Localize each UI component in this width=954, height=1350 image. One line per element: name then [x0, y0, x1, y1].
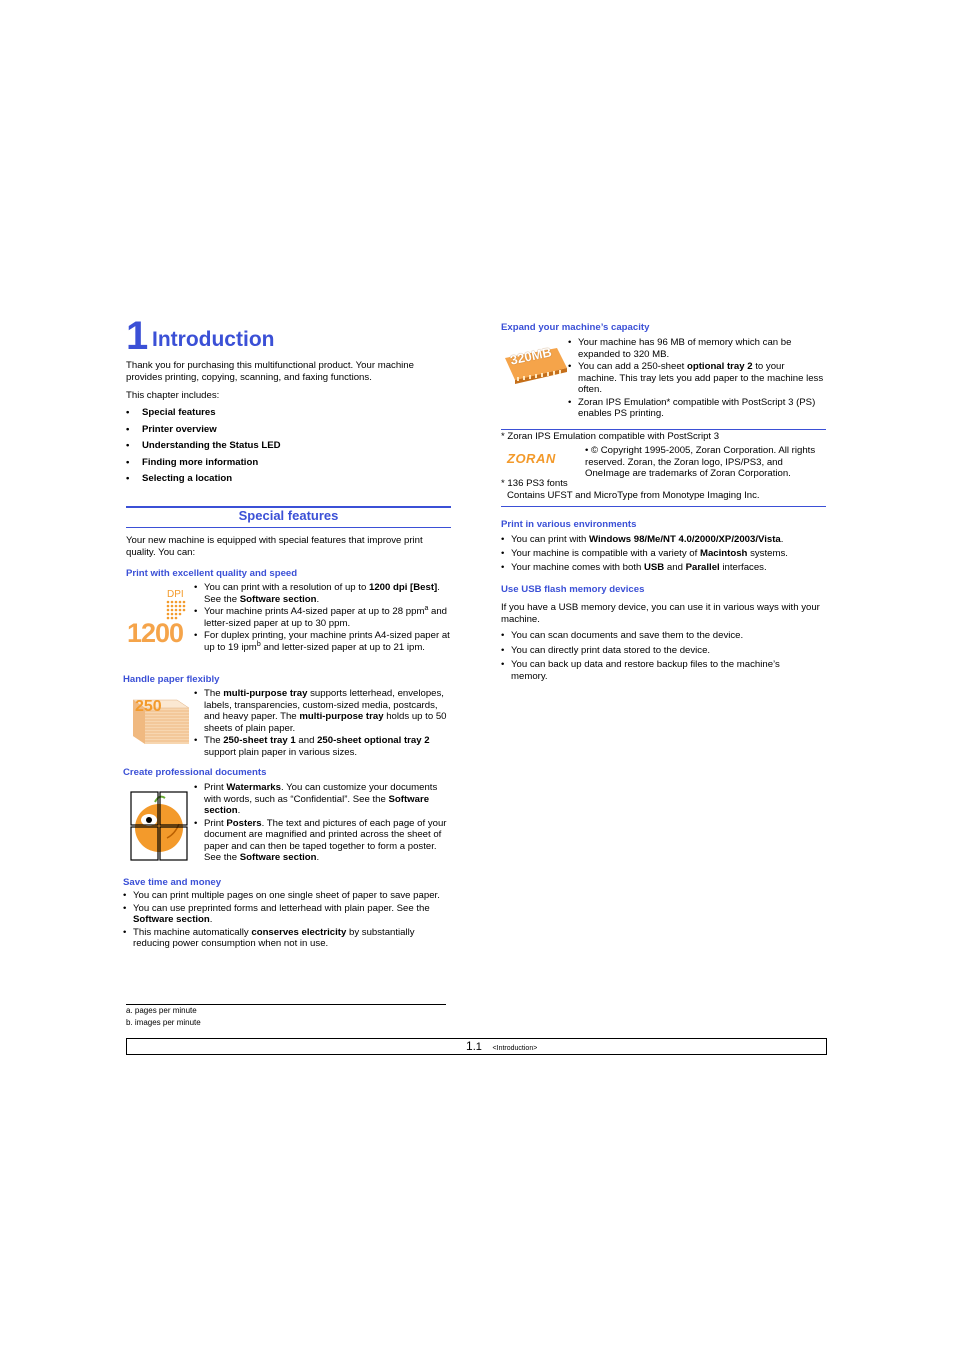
- chapter-header: [126, 316, 456, 356]
- zoran-rule-bottom: [501, 506, 826, 507]
- dpi-icon: [127, 587, 191, 647]
- list-item: • Your machine is compatible with a variety of Macintosh systems.: [501, 548, 826, 560]
- paper-stack-number: 250: [135, 698, 162, 715]
- footnote-b: b. images per minute: [126, 1018, 201, 1027]
- page-footer: [126, 1038, 827, 1055]
- heading-expand-capacity: Expand your machine’s capacity: [501, 322, 650, 333]
- page-number-major: 1: [466, 1039, 473, 1053]
- list-item: • Print Posters. The text and pictures of each page of your document are magnified and printed across the sheet of paper and can then be taped together to form a poster. See the Software section.: [194, 818, 450, 864]
- list-item: • Zoran IPS Emulation* compatible with PostScript 3 (PS) enables PS printing.: [568, 397, 826, 420]
- usb-intro: If you have a USB memory device, you can use it in various ways with your machine.: [501, 602, 820, 625]
- chapter-item-special-features[interactable]: • Special features: [126, 407, 446, 419]
- list-item: • The 250-sheet tray 1 and 250-sheet optional tray 2 support plain paper in various sizes.: [194, 735, 450, 758]
- paper-list: [194, 688, 450, 759]
- list-item: • Print Watermarks. You can customize your documents with words, such as “Confidential”. See the Software section.: [194, 782, 450, 817]
- docs-list: [194, 782, 450, 865]
- footnote-a: a. pages per minute: [126, 1006, 197, 1015]
- heading-usb: Use USB flash memory devices: [501, 584, 645, 595]
- list-item: • You can print multiple pages on one single sheet of paper to save paper.: [123, 890, 453, 902]
- page-number-minor: .1: [472, 1041, 482, 1053]
- dpi-label: DPI: [167, 589, 184, 600]
- chapter-title: Introduction: [152, 328, 275, 351]
- list-item: • This machine automatically conserves electricity by substantially reducing power consumption when not in use.: [123, 927, 453, 950]
- chapter-item-status-led[interactable]: • Understanding the Status LED: [126, 440, 446, 452]
- poster-icon: [129, 790, 189, 862]
- list-item: • Your machine comes with both USB and Parallel interfaces.: [501, 562, 826, 574]
- chapter-contents-list: [126, 407, 446, 490]
- list-item: • You can add a 250-sheet optional tray 2 to your machine. This tray lets you add paper to the machine less often.: [568, 361, 826, 396]
- zoran-note-2: * 136 PS3 fonts: [501, 478, 568, 489]
- chapter-includes-label: This chapter includes:: [126, 390, 220, 401]
- zoran-copyright: • © Copyright 1995-2005, Zoran Corporation. All rights reserved. Zoran, the Zoran logo, IPS/PS3, and OneImage are trademarks of Zoran Corporation.: [585, 445, 816, 479]
- section-title-special-features: Special features: [238, 508, 339, 523]
- environments-list: [501, 534, 826, 575]
- chapter-item-more-info[interactable]: • Finding more information: [126, 457, 446, 469]
- chapter-item-printer-overview[interactable]: • Printer overview: [126, 424, 446, 436]
- memory-chip-icon: [503, 344, 569, 384]
- heading-environments: Print in various environments: [501, 519, 637, 530]
- paper-stack-icon: [127, 694, 191, 752]
- usb-list: [501, 630, 811, 683]
- expand-list: [568, 337, 826, 421]
- section-rule-bottom: [126, 527, 451, 528]
- save-list: [123, 890, 453, 951]
- chapter-number: 1: [126, 314, 149, 358]
- list-item: • You can scan documents and save them to the device.: [501, 630, 811, 642]
- intro-paragraph: Thank you for purchasing this multifunctional product. Your machine provides printing, copying, scanning, and faxing functions.: [126, 360, 414, 383]
- dpi-dot-grid-icon: [166, 600, 186, 620]
- heading-handle-paper: Handle paper flexibly: [123, 674, 220, 685]
- special-intro: Your new machine is equipped with special features that improve print quality. You can:: [126, 535, 423, 558]
- list-item: • You can back up data and restore backup files to the machine’s memory.: [501, 659, 811, 682]
- list-item: • The multi-purpose tray supports letterhead, envelopes, labels, transparencies, custom-sized media, postcards, and heavy paper. The multi-purpose tray holds up to 50 sheets of plain paper.: [194, 688, 450, 734]
- list-item: • You can print with Windows 98/Me/NT 4.0/2000/XP/2003/Vista.: [501, 534, 826, 546]
- chapter-item-location[interactable]: • Selecting a location: [126, 473, 446, 485]
- heading-save-time: Save time and money: [123, 877, 222, 888]
- zoran-logo: ZORAN: [507, 451, 556, 466]
- list-item: • You can print with a resolution of up to 1200 dpi [Best]. See the Software section.: [194, 582, 450, 605]
- zoran-note-3: Contains UFST and MicroType from Monotype Imaging Inc.: [507, 490, 760, 501]
- memory-chip-label: 320MB: [508, 344, 553, 368]
- list-item: • Your machine prints A4-sized paper at up to 28 ppm$^a$ and letter-sized paper at up to 30 ppm.: [194, 606, 450, 629]
- zoran-rule-top: [501, 429, 826, 430]
- zoran-note-1: * Zoran IPS Emulation compatible with PostScript 3: [501, 431, 720, 442]
- list-item: • You can use preprinted forms and letterhead with plain paper. See the Software section.: [123, 903, 453, 926]
- list-item: • You can directly print data stored to the device.: [501, 645, 811, 657]
- poster-tiles-graphic: [129, 790, 189, 862]
- list-item: • Your machine has 96 MB of memory which can be expanded to 320 MB.: [568, 337, 826, 360]
- print-quality-list: [194, 582, 450, 654]
- heading-professional-docs: Create professional documents: [123, 767, 267, 778]
- list-item: • For duplex printing, your machine prints A4-sized paper at up to 19 ipm$^b$ and letter-sized paper at up to 21 ipm.: [194, 630, 450, 653]
- footer-section-label: <Introduction>: [492, 1045, 538, 1052]
- heading-print-quality: Print with excellent quality and speed: [126, 568, 298, 579]
- dpi-number: 1200: [127, 618, 184, 648]
